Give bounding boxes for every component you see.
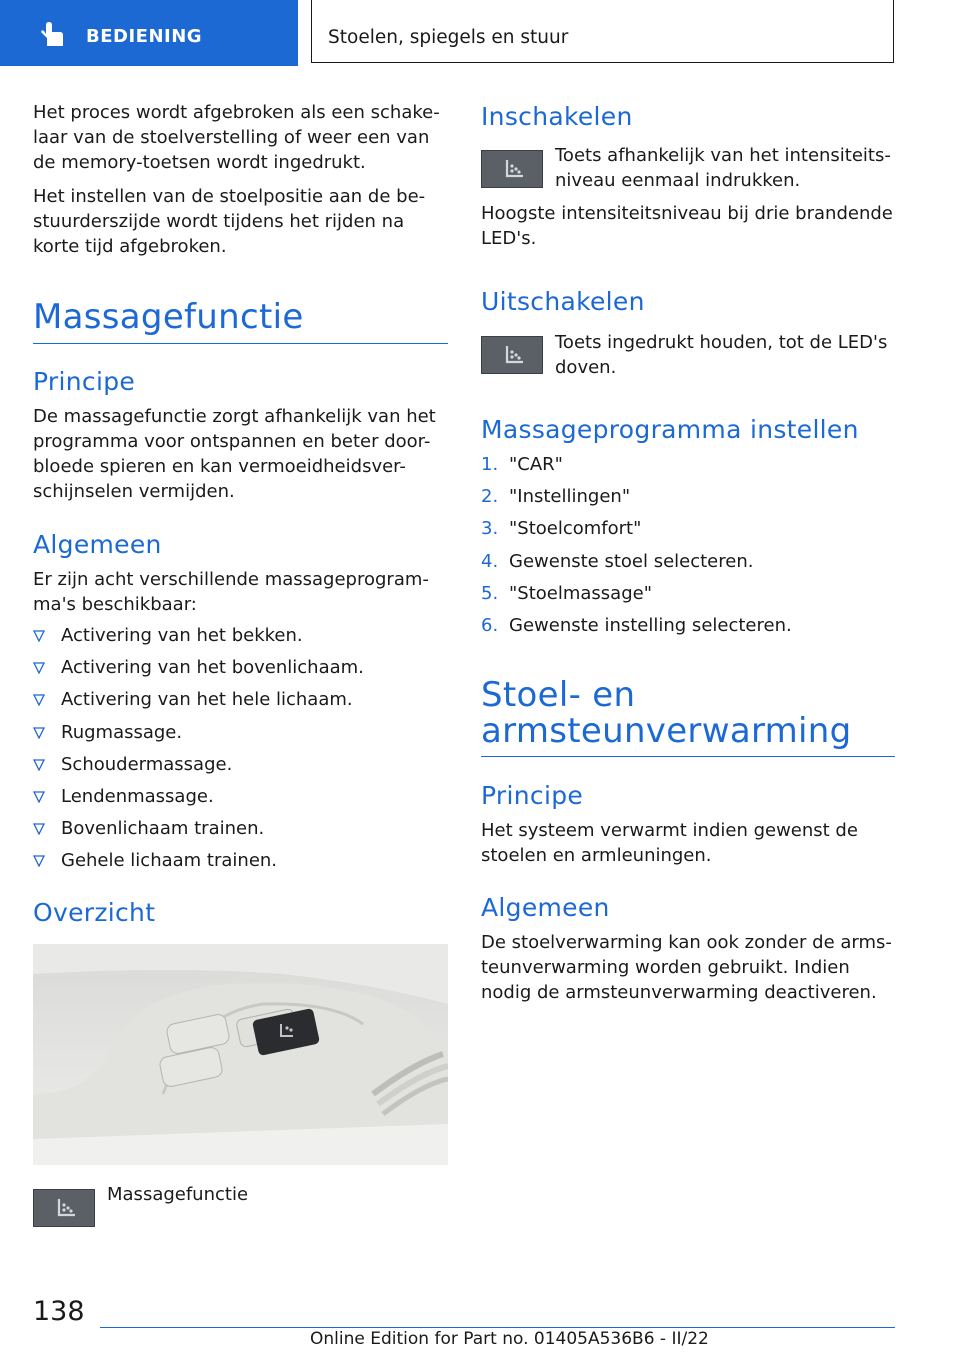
- list-item: 1. "CAR": [481, 454, 563, 475]
- triangle-bullet-icon: [33, 855, 45, 867]
- page-number: 138: [33, 1296, 85, 1327]
- list-item: 3. "Stoelcomfort": [481, 518, 642, 540]
- massage-button-icon-box: [481, 336, 543, 374]
- triangle-bullet-icon: [33, 662, 45, 674]
- principe-text-2: Het systeem verwarmt indien gewenst de stoelen en armleuningen.: [481, 820, 858, 866]
- list-item: Rugmassage.: [33, 720, 448, 752]
- algemeen-text: Er zijn acht verschillende massageprogram-ma's beschikbaar:: [33, 569, 429, 615]
- algemeen-text-2: De stoelverwarming kan ook zonder de arms-teunverwarming worden gebruikt. Indien nodig de armsteunverwarming deactiveren.: [481, 932, 892, 1003]
- triangle-bullet-icon: [33, 727, 45, 739]
- programma-heading: Massageprogramma instellen: [481, 415, 859, 444]
- uitschakelen-text: Toets ingedrukt houden, tot de LED's doven.: [555, 332, 888, 378]
- overzicht-heading: Overzicht: [33, 898, 156, 927]
- triangle-bullet-icon: [33, 759, 45, 771]
- triangle-bullet-icon: [33, 791, 45, 803]
- massage-button-icon-box: [33, 1189, 95, 1227]
- program-list: [33, 623, 448, 881]
- intensity-text: Hoogste intensiteitsniveau bij drie brandende LED's.: [481, 203, 893, 249]
- triangle-bullet-icon: [33, 694, 45, 706]
- seat-massage-icon: [50, 1196, 80, 1222]
- heading-rule: [481, 756, 895, 757]
- door-panel-photo: [33, 944, 448, 1165]
- list-item: Activering van het bekken.: [33, 623, 448, 655]
- list-item: Gehele lichaam trainen.: [33, 848, 448, 880]
- steps-list: [481, 452, 895, 645]
- list-item: 4. Gewenste stoel selecteren.: [481, 550, 754, 572]
- inschakelen-heading: Inschakelen: [481, 102, 633, 131]
- intro-paragraph-2: Het instellen van de stoelpositie aan de be-stuurderszijde wordt tijdens het rijden na korte tijd afgebroken.: [33, 186, 426, 257]
- list-item: Schoudermassage.: [33, 752, 448, 784]
- algemeen-heading: Algemeen: [33, 530, 162, 559]
- icon-caption: Massagefunctie: [107, 1184, 249, 1205]
- list-item: 6. Gewenste instelling selecteren.: [481, 614, 792, 636]
- triangle-bullet-icon: [33, 630, 45, 642]
- uitschakelen-heading: Uitschakelen: [481, 287, 645, 316]
- heading-rule: [33, 343, 448, 344]
- verwarming-heading-line2: armsteunverwarming: [481, 711, 852, 751]
- principe-text: De massagefunctie zorgt afhankelijk van het programma voor ontspannen en beter door-bloede spieren en kan vermoeidheidsver-schijnselen vermijden.: [33, 406, 436, 502]
- massage-heading: Massagefunctie: [33, 297, 304, 337]
- massage-button-icon-box: [481, 150, 543, 188]
- principe-heading-2: Principe: [481, 781, 584, 810]
- list-item: 2. "Instellingen": [481, 486, 631, 508]
- chapter-title: Stoelen, spiegels en stuur: [328, 27, 569, 48]
- verwarming-heading-line1: Stoel- en: [481, 675, 636, 715]
- hand-pointer-icon: [38, 22, 66, 48]
- list-item: Bovenlichaam trainen.: [33, 816, 448, 848]
- triangle-bullet-icon: [33, 823, 45, 835]
- principe-heading: Principe: [33, 367, 136, 396]
- seat-massage-icon: [498, 157, 528, 183]
- list-item: Lendenmassage.: [33, 784, 448, 816]
- seat-massage-icon: [498, 343, 528, 369]
- page-header: [0, 0, 960, 66]
- edition-text: Online Edition for Part no. 01405A536B6 - II/22: [310, 1329, 709, 1349]
- section-tab: [0, 0, 298, 66]
- chapter-title-box: [311, 0, 894, 63]
- intro-paragraph-1: Het proces wordt afgebroken als een schake-laar van de stoelverstelling of weer een van de memory-toetsen wordt ingedrukt.: [33, 102, 440, 173]
- footer-rule: [100, 1327, 895, 1328]
- list-item: Activering van het bovenlichaam.: [33, 655, 448, 687]
- door-panel-illustration: [33, 944, 448, 1165]
- algemeen-heading-2: Algemeen: [481, 893, 610, 922]
- inschakelen-text: Toets afhankelijk van het intensiteits-niveau eenmaal indrukken.: [555, 145, 891, 191]
- section-label: BEDIENING: [86, 26, 203, 47]
- list-item: Activering van het hele lichaam.: [33, 687, 448, 719]
- list-item: 5. "Stoelmassage": [481, 582, 652, 604]
